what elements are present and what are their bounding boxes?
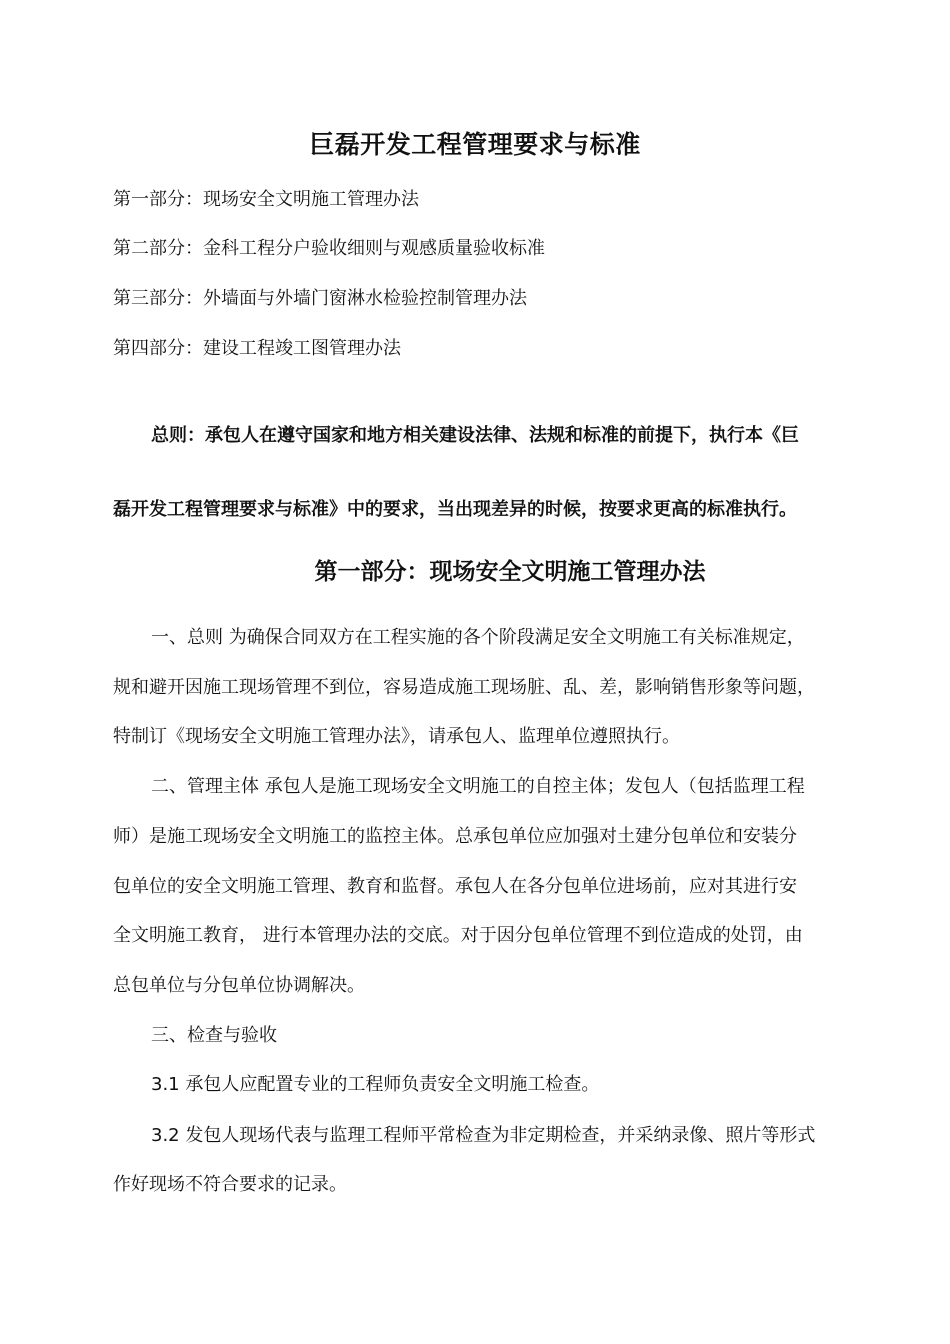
section1-para2-line4: 全文明施工教育， 进行本管理办法的交底。对于因分包单位管理不到位造成的处罚，由 (113, 925, 803, 946)
section1-item-3-2-line1: 3.2 发包人现场代表与监理工程师平常检查为非定期检查，并采纳录像、照片等形式 (151, 1125, 816, 1146)
section1-item-3-1: 3.1 承包人应配置专业的工程师负责安全文明施工检查。 (151, 1074, 600, 1095)
section1-title: 第一部分：现场安全文明施工管理办法 (314, 559, 706, 585)
general-principle-line1: 总则：承包人在遵守国家和地方相关建设法律、法规和标准的前提下，执行本《巨 (151, 425, 799, 446)
section1-para3-heading: 三、检查与验收 (151, 1025, 277, 1046)
toc-item-part1: 第一部分：现场安全文明施工管理办法 (113, 189, 419, 210)
section1-para2-line2: 师）是施工现场安全文明施工的监控主体。总承包单位应加强对土建分包单位和安装分 (113, 826, 797, 847)
toc-item-part4: 第四部分：建设工程竣工图管理办法 (113, 338, 401, 359)
section1-para1-line1: 一、总则 为确保合同双方在工程实施的各个阶段满足安全文明施工有关标准规定， (151, 627, 805, 648)
toc-item-part3: 第三部分：外墙面与外墙门窗淋水检验控制管理办法 (113, 288, 527, 309)
section1-item-3-2-line2: 作好现场不符合要求的记录。 (113, 1174, 347, 1195)
section1-para1-line3: 特制订《现场安全文明施工管理办法》，请承包人、监理单位遵照执行。 (113, 726, 680, 747)
section1-para2-line3: 包单位的安全文明施工管理、教育和监督。承包人在各分包单位进场前，应对其进行安 (113, 876, 797, 897)
document-title: 巨磊开发工程管理要求与标准 (309, 130, 641, 159)
toc-item-part2: 第二部分：金科工程分户验收细则与观感质量验收标准 (113, 238, 545, 259)
section1-para1-line2: 规和避开因施工现场管理不到位，容易造成施工现场脏、乱、差，影响销售形象等问题， (113, 677, 815, 698)
section1-para2-line1: 二、管理主体 承包人是施工现场安全文明施工的自控主体；发包人（包括监理工程 (151, 776, 805, 797)
section1-para2-line5: 总包单位与分包单位协调解决。 (113, 975, 365, 996)
general-principle-line2: 磊开发工程管理要求与标准》中的要求，当出现差异的时候，按要求更高的标准执行。 (113, 499, 797, 520)
